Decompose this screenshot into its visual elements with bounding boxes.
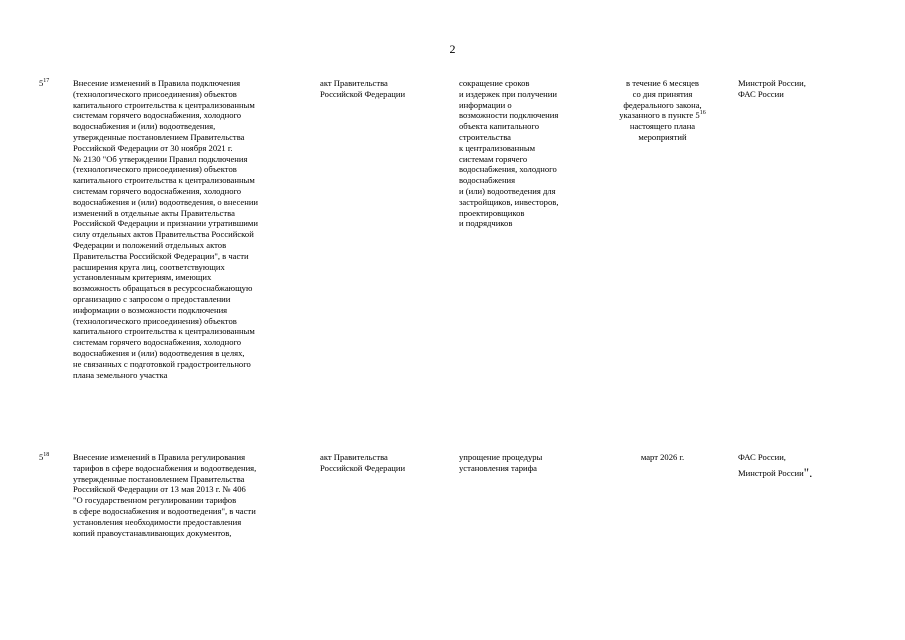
item-responsible — [738, 452, 878, 479]
deadline-text-tail: настоящего плана мероприятий — [629, 121, 696, 142]
item-description: Внесение изменений в Правила регулирования тарифов в сфере водоснабжения и водоотведения, утвержденные постановлением Правительства Российской Федерации от 13 мая 2013 г. № 406 "О государственном регулировании тарифов в сфере водоснабжения и водоотведения", в части установления необходимости предоставления копий правоустанавливающих документов, — [73, 452, 257, 538]
item-expected-result: сокращение сроков и издержек при получении информации о возможности подключения объекта капитального строительства к централизованным системам горячего водоснабжения, холодного водоснабжения и (или) водоотведения для застройщиков, инвесторов, проектировщиков и подрядчиков — [459, 78, 559, 229]
item-deadline — [595, 78, 730, 143]
item-act-type: акт Правительства Российской Федерации — [320, 452, 406, 473]
page-number: 2 — [449, 42, 456, 56]
responsible-line-text: Минстрой России — [738, 467, 804, 478]
item-deadline: март 2026 г. — [640, 452, 685, 462]
item-responsible: Минстрой России, ФАС России — [738, 78, 806, 99]
closing-quote: ". — [803, 464, 813, 480]
item-number — [39, 78, 69, 89]
item-number-base: 5 — [39, 452, 44, 462]
responsible-line: ФАС России, — [738, 452, 786, 462]
item-expected-result: упрощение процедуры установления тарифа — [459, 452, 543, 473]
table-row — [0, 78, 905, 443]
item-number — [39, 452, 69, 463]
item-description: Внесение изменений в Правила подключения (технологического присоединения) объектов капитального строительства к централизованным системам горячего водоснабжения, холодного водоснабжения и (или) водоотведения, утвержденные постановлением Правительства Российской Федерации от 30 ноября 2021 г. № 2130 "Об утверждении Правил подключения (технологического присоединения) объектов капитального строительства к централизованным системам горячего водоснабжения, холодного водоснабжения и (или) водоотведения, о внесении изменений в отдельные акты Правительства Российской Федерации и признании утратившими силу отдельных актов Правительства Российской Федерации и положений отдельных актов Правительства Российской Федерации", в части расширения круга лиц, соответствующих установленным критериям, имеющих возможность обращаться в ресурсоснабжающую организацию с запросом о предоставлении информации о возможности подключения (технологического присоединения) объектов капитального строительства к централизованным системам горячего водоснабжения, холодного водоснабжения и (или) водоотведения в целях, не связанных с подготовкой градостроительного плана земельного участка — [73, 78, 259, 380]
table-row — [0, 452, 905, 562]
item-act-type: акт Правительства Российской Федерации — [320, 78, 406, 99]
deadline-ref-sup: 16 — [699, 110, 706, 117]
responsible-line — [738, 464, 878, 480]
item-number-base: 5 — [39, 78, 44, 88]
deadline-text: в течение 6 месяцев со дня принятия федерального закона, указанного в пункте 5 — [619, 78, 702, 121]
item-number-sup: 17 — [43, 78, 50, 85]
item-number-sup: 18 — [43, 452, 50, 459]
